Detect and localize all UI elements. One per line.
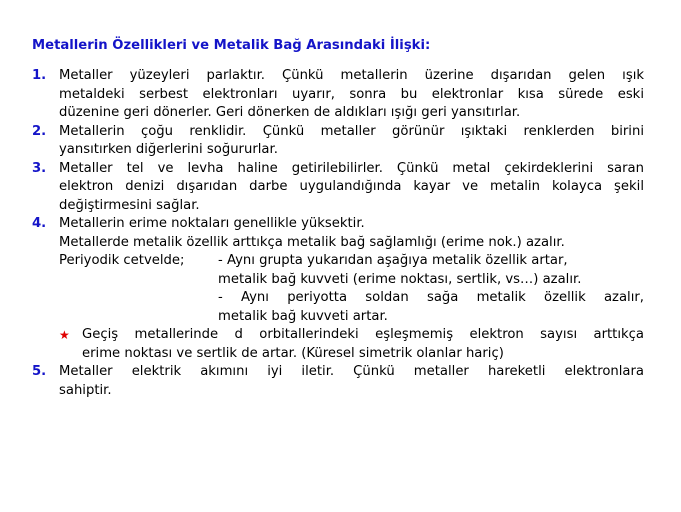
- periodic-line: metalik bağ kuvveti (erime noktası, sertlik, vs…) azalır.: [218, 271, 582, 287]
- item-text-line: değiştirmesini sağlar.: [59, 197, 200, 213]
- periodic-row: [59, 308, 644, 327]
- item-number: 1.: [32, 68, 47, 83]
- item-number: 4.: [32, 216, 47, 231]
- item-text-line: düzenine geri dönerler. Geri dönerken de aldıkları ışığı geri yansıtırlar.: [59, 105, 521, 120]
- item-text-line: Metallerin erime noktaları genellikle yüksektir.: [59, 216, 365, 231]
- periodic-row: [59, 271, 644, 290]
- item-number: 3.: [32, 160, 47, 176]
- list-item-3: [32, 160, 644, 216]
- periodic-line: - Aynı grupta yukarıdan aşağıya metalik özellik artar,: [218, 253, 568, 268]
- item-text-line: elektron denizi dışarıdan darbe uygulandığında kayar ve metalin kolayca şekil: [59, 179, 644, 194]
- item-text-line: Metaller tel ve levha haline getirilebilirler. Çünkü metal çekirdeklerini saran: [59, 160, 644, 176]
- page-title: Metallerin Özellikleri ve Metalik Bağ Arasındaki İlişki:: [32, 38, 431, 53]
- list-item-1: [32, 67, 644, 123]
- star-icon: ★: [59, 328, 70, 342]
- item-text-line: Metaller elektrik akımını iyi iletir. Çünkü metaller hareketli elektronlara: [59, 364, 644, 379]
- star-note-line: Geçiş metallerinde d orbitallerindeki eşleşmemiş elektron sayısı arttıkça: [82, 327, 644, 342]
- periodic-line: - Aynı periyotta soldan sağa metalik özellik azalır,: [218, 290, 644, 305]
- item-number: 2.: [32, 123, 47, 139]
- list-item-4: [32, 215, 644, 363]
- periodic-label: Periyodik cetvelde;: [59, 253, 185, 268]
- item-text-line: sahiptir.: [59, 382, 112, 398]
- item-text-line: Metallerde metalik özellik arttıkça metalik bağ sağlamlığı (erime nok.) azalır.: [59, 234, 565, 250]
- item-text-line: Metaller yüzeyleri parlaktır. Çünkü metallerin üzerine dışarıdan gelen ışık: [59, 68, 644, 83]
- item-text-line: metaldeki serbest elektronları uyarır, sonra bu elektronlar kısa sürede eski: [59, 86, 644, 102]
- star-note: [59, 326, 644, 363]
- item-text-line: Metallerin çoğu renklidir. Çünkü metaller görünür ışıktaki renklerden birini: [59, 123, 644, 139]
- list-item-2: [32, 123, 644, 160]
- list-item-5: [32, 363, 644, 400]
- periodic-row: [59, 289, 644, 308]
- item-text-line: yansıtırken diğerlerini soğururlar.: [59, 142, 278, 157]
- property-list: [32, 67, 644, 400]
- item-number: 5.: [32, 364, 47, 379]
- periodic-line: metalik bağ kuvveti artar.: [218, 308, 388, 324]
- star-note-line: erime noktası ve sertlik de artar. (Küresel simetrik olanlar hariç): [82, 345, 504, 361]
- periodic-row: [59, 252, 644, 271]
